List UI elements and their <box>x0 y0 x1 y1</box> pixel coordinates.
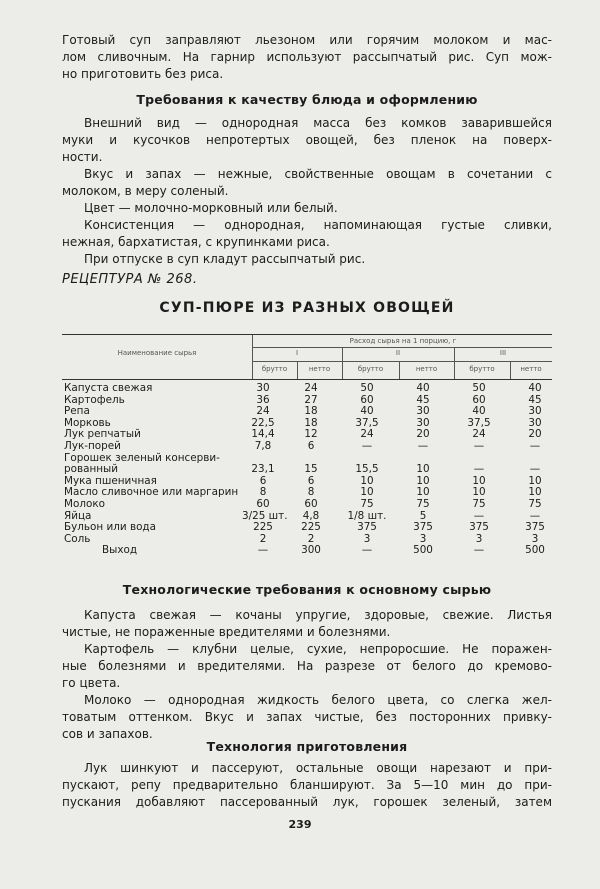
table-cell: 15 <box>304 463 318 476</box>
table-cell: 20 <box>416 428 430 441</box>
table-cell: 40 <box>528 382 542 394</box>
text-line: го цвета. <box>62 676 121 690</box>
table-cell: 75 <box>360 497 374 510</box>
table-cell: — <box>529 439 541 452</box>
ingredient-name: Морковь <box>64 416 111 429</box>
table-header <box>62 334 552 380</box>
table-cell: 50 <box>472 382 486 394</box>
table-cell: 10 <box>472 486 486 499</box>
table-cell: 60 <box>304 497 318 510</box>
text-line: сов и запахов. <box>62 727 153 741</box>
variant-header: I <box>295 349 299 357</box>
text-line: Консистенция — однородная, напоминающая густые сливки, <box>84 218 552 232</box>
tech-paragraphs <box>62 760 552 811</box>
table-cell: 375 <box>413 521 433 534</box>
table-cell: 40 <box>472 405 486 418</box>
table-cell: 3 <box>419 532 427 545</box>
table-cell: 4,8 <box>302 509 320 522</box>
table-cell: — <box>473 463 485 476</box>
text-line: Лук шинкуют и пассеруют, остальные овощи нарезают и при- <box>84 761 552 775</box>
table-cell: 8 <box>307 486 315 499</box>
text-line: пускания добавляют пассерованный лук, горошек зеленый, затем <box>62 795 552 809</box>
ingredient-name: рованный <box>64 463 118 476</box>
table-cell: 75 <box>416 497 430 510</box>
table-cell: — <box>473 544 485 557</box>
table-cell: 50 <box>360 382 374 394</box>
ingredient-name: Масло сливочное или маргарин <box>64 486 239 499</box>
sub-header: брутто <box>261 365 288 373</box>
table-cell: — <box>529 509 541 522</box>
text-line: муки и кусочков непротертых овощей, без пленок на поверх- <box>62 133 552 147</box>
tech-req-heading: Технологические требования к основному сырью <box>122 582 492 597</box>
table-cell: 60 <box>472 393 486 406</box>
table-row <box>62 522 552 534</box>
table-row <box>62 441 552 453</box>
ingredient-name: Репа <box>64 405 90 418</box>
table-cell: — <box>473 439 485 452</box>
ingredient-name: Лук-порей <box>64 439 121 452</box>
text-line: ности. <box>62 150 103 164</box>
text-line: Молоко — однородная жидкость белого цвета, со слегка жел- <box>84 693 552 707</box>
table-cell: 6 <box>307 474 315 487</box>
table-cell: 10 <box>360 474 374 487</box>
table-row <box>62 464 552 476</box>
ingredient-name: Бульон или вода <box>64 521 156 534</box>
sub-header: нетто <box>415 365 438 373</box>
column-header-consumption: Расход сырья на 1 порцию, г <box>349 337 457 345</box>
text-line: При отпуске в суп кладут рассыпчатый рис. <box>84 252 366 266</box>
table-cell: — <box>361 439 373 452</box>
table-cell: 6 <box>259 474 267 487</box>
table-cell: 7,8 <box>254 439 272 452</box>
table-cell: 30 <box>528 405 542 418</box>
text-line: Готовый суп заправляют льезоном или горячим молоком и мас- <box>62 33 552 47</box>
table-cell: 8 <box>259 486 267 499</box>
table-cell: 22,5 <box>251 416 275 429</box>
table-cell: 24 <box>256 405 270 418</box>
table-cell: 18 <box>304 405 318 418</box>
tech-req-paragraphs <box>62 607 552 743</box>
table-cell: 24 <box>360 428 374 441</box>
table-cell: 37,5 <box>467 416 491 429</box>
text-line: но приготовить без риса. <box>62 67 224 81</box>
text-line: Картофель — клубни целые, сухие, непроросшие. Не поражен- <box>84 642 552 656</box>
ingredient-name: Лук репчатый <box>64 428 141 441</box>
text-line: ные болезнями и вредителями. На разрезе от белого до кремово- <box>62 659 552 673</box>
table-cell: 225 <box>301 521 321 534</box>
table-cell: 45 <box>528 393 542 406</box>
table-cell: — <box>361 544 373 557</box>
table-cell: 40 <box>360 405 374 418</box>
table-cell: 10 <box>528 474 542 487</box>
table-cell: 30 <box>256 382 270 394</box>
sub-header: брутто <box>469 365 495 373</box>
table-cell: 30 <box>416 405 430 418</box>
column-header-name: Наименование сырья <box>117 349 197 357</box>
recipe-title: СУП-ПЮРЕ ИЗ РАЗНЫХ ОВОЩЕЙ <box>159 300 455 316</box>
table-cell: 3 <box>363 532 371 545</box>
table-cell: 375 <box>469 521 489 534</box>
table-cell: — <box>417 439 429 452</box>
ingredient-name: Выход <box>102 544 138 557</box>
table-cell: 10 <box>472 474 486 487</box>
table-row <box>62 383 552 395</box>
table-cell: 27 <box>304 393 318 406</box>
sub-header: нетто <box>308 365 331 373</box>
sub-header: нетто <box>520 365 542 373</box>
table-cell: 30 <box>416 416 430 429</box>
table-cell: 75 <box>472 497 486 510</box>
table-cell: — <box>473 509 485 522</box>
text-line: лом сливочным. На гарнир используют рассыпчатый рис. Суп мож- <box>62 50 552 64</box>
ingredient-name: Горошек зеленый консерви- <box>64 451 220 464</box>
table-cell: 6 <box>307 439 315 452</box>
ingredient-name: Яйца <box>64 509 92 522</box>
table-cell: 3 <box>531 532 539 545</box>
table-cell: 20 <box>528 428 542 441</box>
table-cell: 10 <box>528 486 542 499</box>
text-line: молоком, в меру соленый. <box>62 184 229 198</box>
table-output-row <box>62 545 552 557</box>
table-cell: 15,5 <box>355 463 379 476</box>
text-line: пускают, репу предварительно бланшируют. За 5—10 мин до при- <box>62 778 552 792</box>
table-cell: 10 <box>416 474 430 487</box>
table-cell: 1/8 шт. <box>347 509 387 522</box>
variant-header: III <box>499 349 507 357</box>
text-line: Цвет — молочно-морковный или белый. <box>84 201 338 215</box>
table-cell: 3 <box>475 532 483 545</box>
table-cell: 75 <box>528 497 542 510</box>
table-cell: 10 <box>416 463 430 476</box>
table-cell: — <box>257 544 269 557</box>
table-cell: 36 <box>256 393 270 406</box>
table-cell: 30 <box>528 416 542 429</box>
table-cell: — <box>529 463 541 476</box>
text-line: чистые, не пораженные вредителями и болезнями. <box>62 625 391 639</box>
table-cell: 375 <box>357 521 377 534</box>
table-cell: 2 <box>307 532 315 545</box>
text-line: Внешний вид — однородная масса без комков заварившейся <box>84 116 552 130</box>
table-cell: 225 <box>253 521 273 534</box>
ingredient-name: Капуста свежая <box>64 382 153 394</box>
table-cell: 300 <box>301 544 321 557</box>
table-cell: 23,1 <box>251 463 275 476</box>
table-cell: 12 <box>304 428 318 441</box>
tech-heading: Технология приготовления <box>206 739 408 754</box>
table-cell: 45 <box>416 393 430 406</box>
table-cell: 5 <box>419 509 427 522</box>
page-number: 239 <box>288 818 312 831</box>
table-cell: 375 <box>525 521 545 534</box>
variant-header: II <box>395 349 401 357</box>
ingredient-name: Мука пшеничная <box>64 474 157 487</box>
ingredient-name: Молоко <box>64 497 105 510</box>
table-cell: 18 <box>304 416 318 429</box>
table-cell: 60 <box>256 497 270 510</box>
text-line: нежная, бархатистая, с крупинками риса. <box>62 235 330 249</box>
text-line: Капуста свежая — кочаны упругие, здоровые, свежие. Листья <box>84 608 552 622</box>
text-line: Вкус и запах — нежные, свойственные овощам в сочетании с <box>84 167 552 181</box>
ingredient-name: Соль <box>64 532 91 545</box>
quality-heading: Требования к качеству блюда и оформлению <box>136 92 478 107</box>
table-row <box>62 499 552 511</box>
table-cell: 14,4 <box>251 428 275 441</box>
table-cell: 10 <box>360 486 374 499</box>
recipe-number: РЕЦЕПТУРА № 268. <box>62 272 198 287</box>
table-cell: 3/25 шт. <box>242 509 288 522</box>
intro-paragraph <box>62 32 552 83</box>
table-cell: 40 <box>416 382 430 394</box>
table-cell: 24 <box>304 382 318 394</box>
table-cell: 24 <box>472 428 486 441</box>
sub-header: брутто <box>357 365 384 373</box>
ingredient-name: Картофель <box>64 393 125 406</box>
quality-paragraphs <box>62 115 552 268</box>
ingredients-table <box>62 334 552 557</box>
text-line: товатым оттенком. Вкус и запах чистые, без посторонних привку- <box>62 710 552 724</box>
table-cell: 10 <box>416 486 430 499</box>
table-cell: 2 <box>259 532 267 545</box>
table-cell: 500 <box>413 544 433 557</box>
table-cell: 500 <box>525 544 545 557</box>
table-cell: 60 <box>360 393 374 406</box>
table-cell: 37,5 <box>355 416 379 429</box>
table-body <box>62 380 552 557</box>
